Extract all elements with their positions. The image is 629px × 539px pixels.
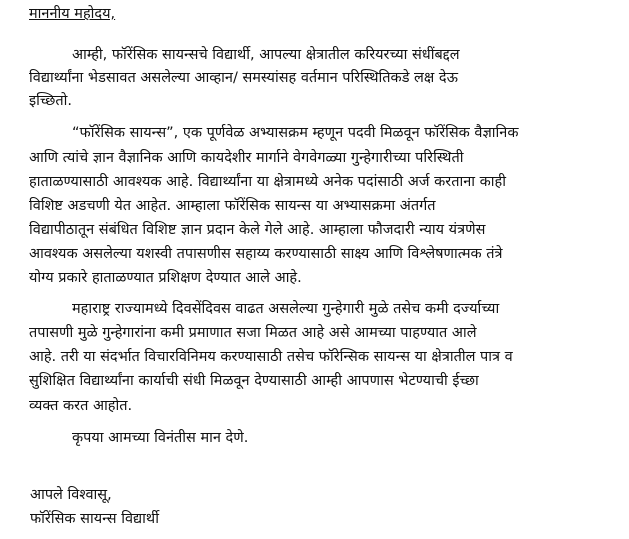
paragraph-1-line-3: इच्छितो. [29, 93, 73, 109]
closing-line: आपले विश्वासू, [30, 487, 112, 503]
paragraph-2-line-2: आणि त्यांचे ज्ञान वैज्ञानिक आणि कायदेशीर मार्गाने वेगवेगळ्या गुन्हेगारीच्या परिस्थिती [29, 150, 464, 166]
paragraph-2-line-1: “फॉरेंसिक सायन्स”, एक पूर्णवेळ अभ्यासक्रम म्हणून पदवी मिळवून फॉरेंसिक वैज्ञानिक [72, 125, 519, 141]
signature-line: फॉरेंसिक सायन्स विद्यार्थी [30, 511, 159, 527]
paragraph-2-line-5: विद्यापीठातून संबंधित विशिष्ट ज्ञान प्रदान केले गेले आहे. आम्हाला फौजदारी न्याय यंत्रणेस [29, 222, 486, 238]
paragraph-3-line-1: महाराष्ट्र राज्यामध्ये दिवसेंदिवस वाढत असलेल्या गुन्हेगारी मुळे तसेच कमी दर्ज्याच्या [72, 301, 500, 317]
paragraph-2-line-4: विशिष्ट अडचणी येत आहेत. आम्हाला फॉरेंसिक सायन्स या अभ्यासक्रमा अंतर्गत [29, 198, 436, 214]
paragraph-2-line-6: आवश्यक असलेल्या यशस्वी तपासणीस सहाय्य करण्यासाठी साक्ष्य आणि विश्लेषणात्मक तंत्रे [29, 246, 503, 262]
paragraph-3-line-4: सुशिक्षित विद्यार्थ्यांना कार्याची संधी मिळवून देण्यासाठी आम्ही आपणास भेटण्याची ईच्छा [29, 373, 479, 389]
paragraph-2-line-3: हाताळण्यासाठी आवश्यक आहे. विद्यार्थ्यांना या क्षेत्रामध्ये अनेक पदांसाठी अर्ज करताना काही [29, 174, 506, 190]
paragraph-4-line-1: कृपया आमच्या विनंतीस मान देणे. [72, 430, 249, 446]
paragraph-3-line-3: आहे. तरी या संदर्भात विचारविनिमय करण्यासाठी तसेच फॉरेन्सिक सायन्स या क्षेत्रातील पात्र व [29, 349, 513, 365]
paragraph-3-line-2: तपासणी मुळे गुन्हेगारांना कमी प्रमाणात सजा मिळत आहे असे आमच्या पाहण्यात आले [29, 325, 477, 341]
paragraph-1-line-2: विद्यार्थ्यांना भेडसावत असलेल्या आव्हान/ समस्यांसह वर्तमान परिस्थितिकडे लक्ष देऊ [29, 70, 458, 86]
salutation: माननीय महोदय, [29, 6, 116, 22]
paragraph-1-line-1: आम्ही, फॉरेंसिक सायन्सचे विद्यार्थी, आपल्या क्षेत्रातील करियरच्या संधींबद्दल [72, 47, 460, 63]
paragraph-3-line-5: व्यक्त करत आहोत. [29, 398, 133, 414]
paragraph-2-line-7: योग्य प्रकारे हाताळण्यात प्रशिक्षण देण्यात आले आहे. [29, 270, 302, 286]
